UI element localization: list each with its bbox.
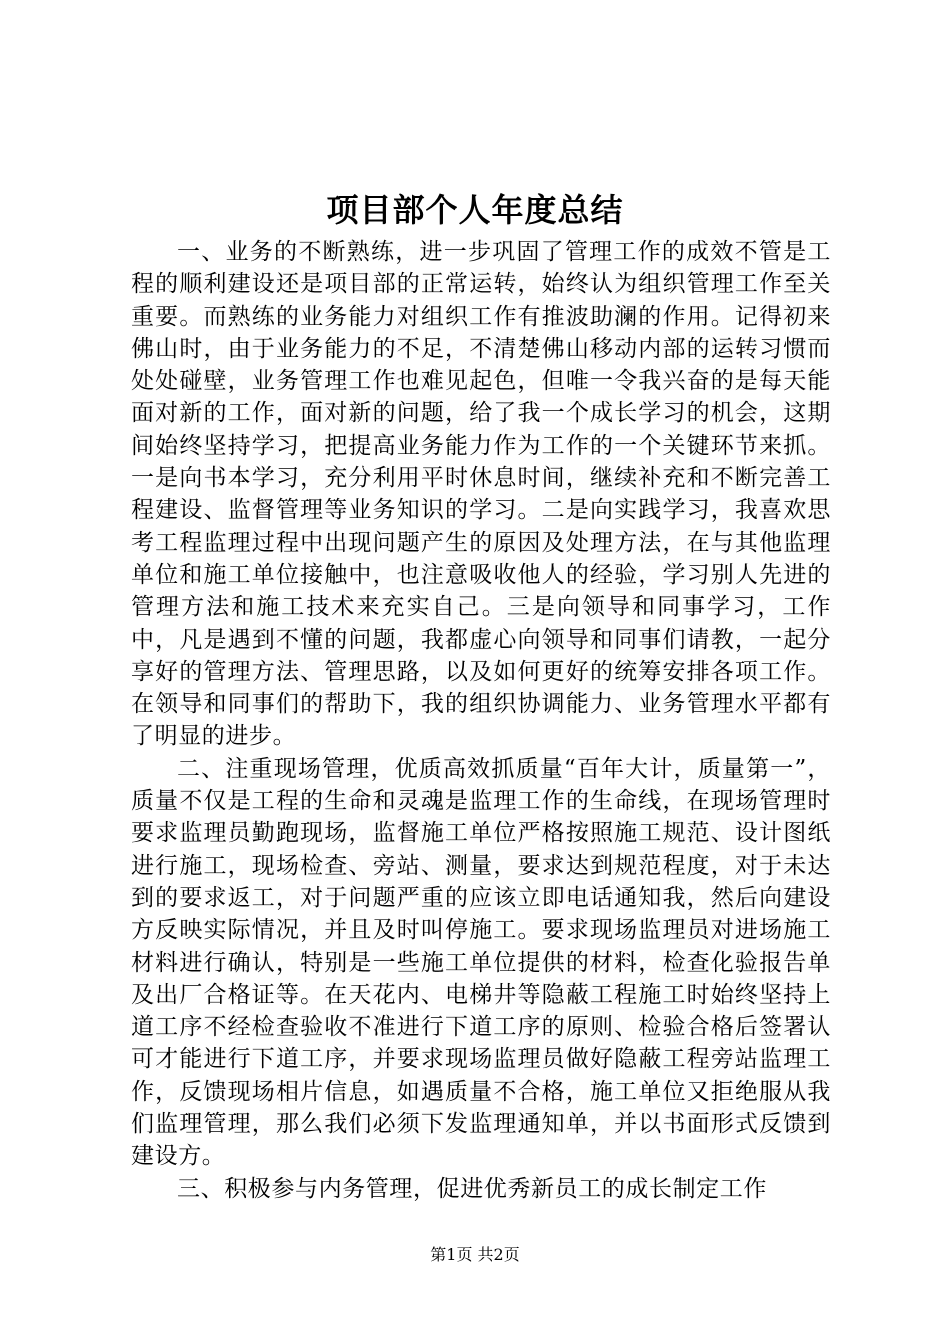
- document-title: 项目部个人年度总结: [326, 191, 624, 229]
- paragraph-1: 一、业务的不断熟练，进一步巩固了管理工作的成效不管是工程的顺利建设还是项目部的正常运转，始终认为组织管理工作至关重要。而熟练的业务能力对组织工作有推波助澜的作用。记得初来佛山时，由于业务能力的不足，不清楚佛山移动内部的运转习惯而处处碰壁，业务管理工作也难见起色，但唯一令我兴奋的是每天能面对新的工作，面对新的问题，给了我一个成长学习的机会，这期间始终坚持学习，把提高业务能力作为工作的一个关键环节来抓。一是向书本学习，充分利用平时休息时间，继续补充和不断完善工程建设、监督管理等业务知识的学习。二是向实践学习，我喜欢思考工程监理过程中出现问题产生的原因及处理方法，在与其他监理单位和施工单位接触中，也注意吸收他人的经验，学习别人先进的管理方法和施工技术来充实自己。三是向领导和同事学习，工作中，凡是遇到不懂的问题，我都虚心向领导和同事们请教，一起分享好的管理方法、管理思路，以及如何更好的统筹安排各项工作。在领导和同事们的帮助下，我的组织协调能力、业务管理水平都有了明显的进步。: [131, 239, 831, 750]
- paragraph-3: 三、积极参与内务管理，促进优秀新员工的成长制定工作: [177, 1175, 767, 1202]
- paragraph-2: 二、注重现场管理，优质高效抓质量“百年大计，质量第一”，质量不仅是工程的生命和灵魂是监理工作的生命线，在现场管理时要求监理员勤跑现场，监督施工单位严格按照施工规范、设计图纸进行施工，现场检查、旁站、测量，要求达到规范程度，对于未达到的要求返工，对于问题严重的应该立即电话通知我，然后向建设方反映实际情况，并且及时叫停施工。要求现场监理员对进场施工材料进行确认，特别是一些施工单位提供的材料，检查化验报告单及出厂合格证等。在天花内、电梯井等隐蔽工程施工时始终坚持上道工序不经检查验收不准进行下道工序的原则、检验合格后签署认可才能进行下道工序，并要求现场监理员做好隐蔽工程旁站监理工作，反馈现场相片信息，如遇质量不合格，施工单位又拒绝服从我们监理管理，那么我们必须下发监理通知单，并以书面形式反馈到建设方。: [131, 755, 831, 1170]
- page-footer: 第1页 共2页: [430, 1245, 520, 1264]
- document-body: [131, 236, 831, 1205]
